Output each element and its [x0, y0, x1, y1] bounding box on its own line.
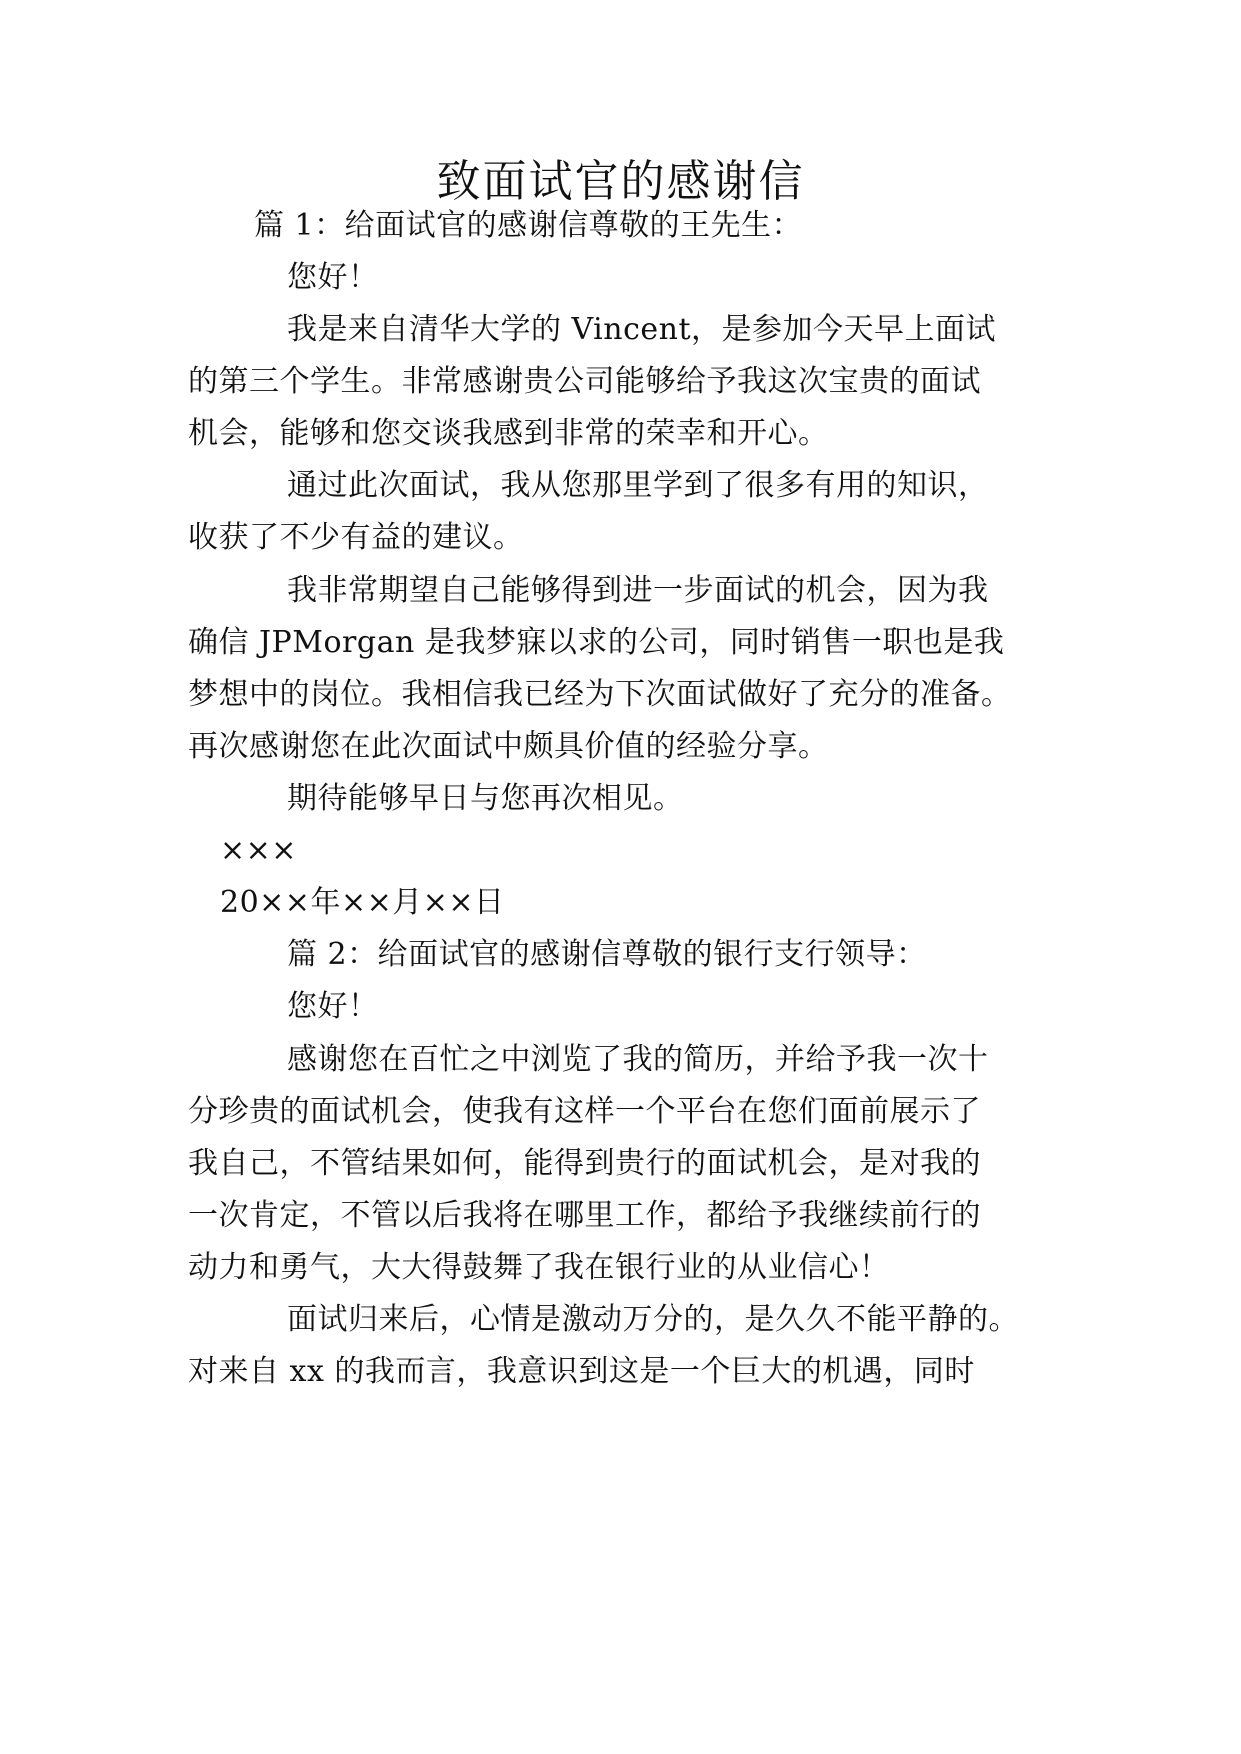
signature-line: ×××	[220, 833, 297, 868]
paragraph-line: 机会，能够和您交谈我感到非常的荣幸和开心。	[188, 416, 829, 451]
paragraph-line: 篇 2：给面试官的感谢信尊敬的银行支行领导：	[287, 937, 927, 972]
paragraph-line: 您好！	[287, 989, 379, 1024]
paragraph-line: 篇 1：给面试官的感谢信尊敬的王先生：	[254, 208, 803, 243]
paragraph-line: 面试归来后，心情是激动万分的，是久久不能平静的。	[287, 1302, 1019, 1337]
date-line: 20××年××月××日	[220, 885, 505, 920]
paragraph-line: 您好！	[287, 260, 379, 295]
paragraph-line: 动力和勇气，大大得鼓舞了我在银行业的从业信心！	[188, 1250, 890, 1285]
paragraph-line: 我非常期望自己能够得到进一步面试的机会，因为我	[287, 573, 989, 608]
paragraph-line: 期待能够早日与您再次相见。	[287, 781, 684, 816]
paragraph-line: 我自己，不管结果如何，能得到贵行的面试机会，是对我的	[188, 1146, 981, 1181]
paragraph-line: 我是来自清华大学的 Vincent，是参加今天早上面试	[287, 312, 997, 347]
paragraph-line: 确信 JPMorgan 是我梦寐以求的公司，同时销售一职也是我	[188, 625, 1005, 660]
paragraph-line: 分珍贵的面试机会，使我有这样一个平台在您们面前展示了	[188, 1094, 981, 1129]
paragraph-line: 再次感谢您在此次面试中颇具价值的经验分享。	[188, 729, 829, 764]
paragraph-line: 收获了不少有益的建议。	[188, 520, 524, 555]
paragraph-line: 感谢您在百忙之中浏览了我的简历，并给予我一次十	[287, 1042, 989, 1077]
paragraph-line: 梦想中的岗位。我相信我已经为下次面试做好了充分的准备。	[188, 677, 1012, 712]
document-title: 致面试官的感谢信	[436, 156, 805, 207]
paragraph-line: 对来自 xx 的我而言，我意识到这是一个巨大的机遇，同时	[188, 1354, 975, 1389]
paragraph-line: 一次肯定，不管以后我将在哪里工作，都给予我继续前行的	[188, 1198, 981, 1233]
paragraph-line: 的第三个学生。非常感谢贵公司能够给予我这次宝贵的面试	[188, 364, 981, 399]
paragraph-line: 通过此次面试，我从您那里学到了很多有用的知识，	[287, 468, 989, 503]
